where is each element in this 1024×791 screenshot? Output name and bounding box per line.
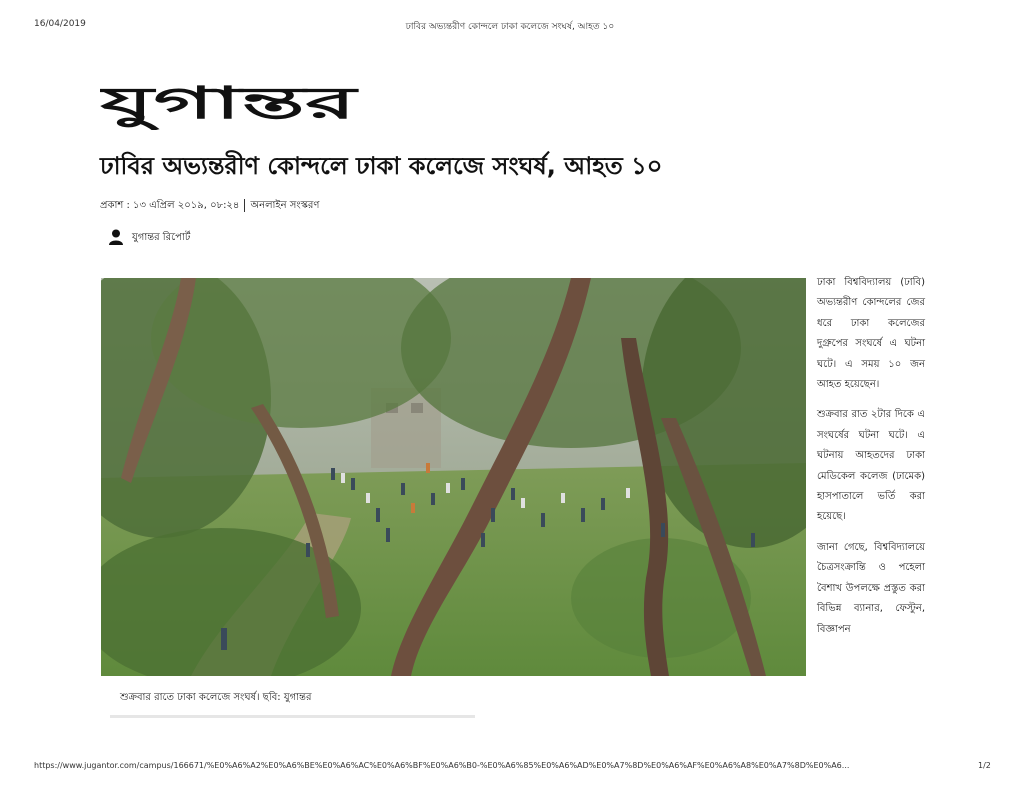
print-footer-url: https://www.jugantor.com/campus/166671/%E0%A6%A2%E0%A6%BE%E0%A6%AC%E0%A6%BF%E0%A6%B0-%E0%A6%85%E0%A6%AD%E0%A7%8D%E0%A6%AF%E0%A6%A8%E0%A7%8D%E0%A6... (34, 761, 850, 770)
print-page-number: 1/2 (978, 761, 991, 770)
article-paragraph: জানা গেছে, বিশ্ববিদ্যালয়ে চৈত্রসংক্রান্তি ও পহেলা বৈশাখ উপলক্ষে প্রস্তুত করা বিভিন্ন ব্যানার, ফেস্টুন, বিজ্ঞাপন (817, 541, 925, 635)
article-meta (100, 198, 319, 215)
article-author (108, 229, 190, 248)
caption-divider (110, 715, 475, 718)
publish-timestamp: প্রকাশ : ১৩ এপ্রিল ২০১৯, ০৮:২৪ (100, 200, 240, 211)
author-name: যুগান্তর রিপোর্ট (132, 232, 191, 243)
logo-wordmark: যুগান্তর (100, 78, 222, 129)
edition-label: অনলাইন সংস্করণ (250, 200, 320, 211)
article-paragraph: ঢাকা বিশ্ববিদ্যালয় (ঢাবি) অভ্যন্তরীণ কোন্দলের জের ধরে ঢাকা কলেজের দুগ্রুপের সংঘর্ষে এ ঘটনা ঘটে। এ সময় ১০ জন আহত হয়েছেন। (817, 277, 925, 391)
user-icon (108, 229, 124, 248)
article-photo (101, 278, 806, 676)
article-paragraph: শুক্রবার রাত ২টার দিকে এ সংঘর্ষের ঘটনা ঘটে। এ ঘটনায় আহতদের ঢাকা মেডিকেল কলেজ (ঢামেক) হাসপাতালে ভর্তি করা হয়েছে। (817, 409, 925, 523)
article-body (817, 273, 925, 650)
print-page-title: ঢাবির অভ্যন্তরীণ কোন্দলে ঢাকা কলেজে সংঘর্ষ, আহত ১০ (405, 22, 615, 32)
meta-divider (244, 199, 245, 212)
article-headline: ঢাবির অভ্যন্তরীণ কোন্দলে ঢাকা কলেজে সংঘর্ষ, আহত ১০ (100, 152, 663, 180)
photo-caption: শুক্রবার রাতে ঢাকা কলেজে সংঘর্ষ। ছবি: যুগান্তর (120, 692, 312, 703)
print-date: 16/04/2019 (34, 19, 86, 29)
jugantor-logo[interactable] (100, 78, 360, 130)
